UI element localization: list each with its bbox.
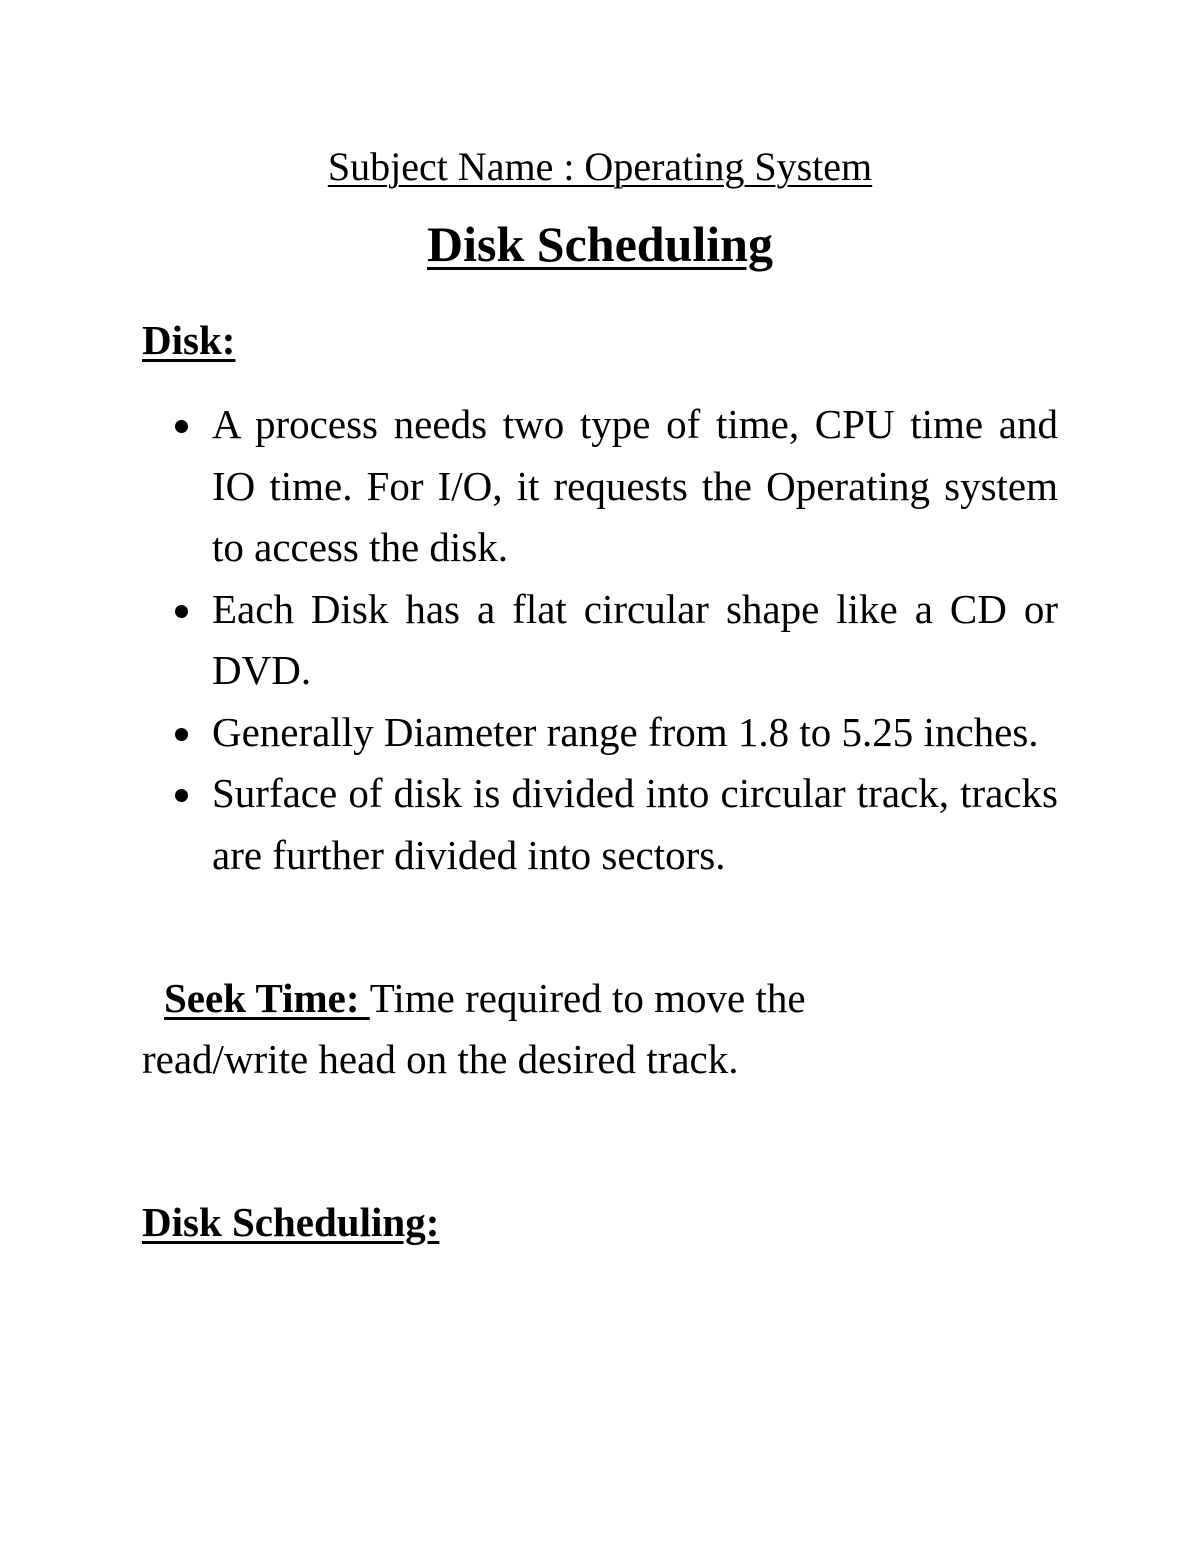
page-title: Disk Scheduling	[427, 216, 773, 272]
bullet-text: Each Disk has a flat circular shape like a CD or DVD.	[212, 585, 1058, 693]
list-item	[172, 579, 1058, 702]
seek-time-paragraph	[142, 968, 942, 1090]
bullet-icon	[175, 420, 188, 433]
disk-bullet-list	[172, 394, 1058, 886]
bullet-icon	[175, 789, 188, 802]
seek-time-text: Time required to move the read/write head on the desired track.	[142, 975, 806, 1082]
section-heading-disk-scheduling: Disk Scheduling:	[142, 1199, 440, 1245]
bullet-text: Generally Diameter range from 1.8 to 5.25 inches.	[212, 708, 1039, 755]
subject-line: Subject Name : Operating System	[327, 144, 873, 189]
section-heading-disk: Disk:	[142, 317, 236, 363]
list-item	[172, 702, 1058, 764]
list-item	[172, 394, 1058, 579]
seek-time-label: Seek Time:	[164, 975, 370, 1021]
bullet-icon	[175, 728, 188, 741]
bullet-text: Surface of disk is divided into circular track, tracks are further divided into sectors.	[212, 770, 1058, 878]
list-item	[172, 763, 1058, 886]
bullet-icon	[175, 605, 188, 618]
bullet-text: A process needs two type of time, CPU time and IO time. For I/O, it requests the Operating system to access the disk.	[212, 401, 1058, 570]
